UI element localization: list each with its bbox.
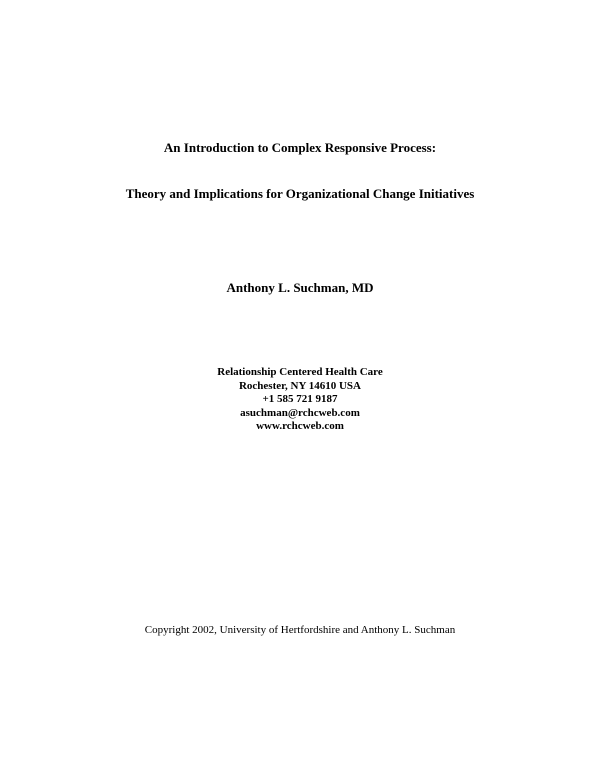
organization-name: Relationship Centered Health Care xyxy=(217,366,383,378)
phone-number: +1 585 721 9187 xyxy=(262,393,338,405)
author-name: Anthony L. Suchman, MD xyxy=(226,280,374,295)
postal-address: Rochester, NY 14610 USA xyxy=(238,379,361,392)
email-address: asuchman@rchcweb.com xyxy=(240,406,360,419)
website-url: www.rchcweb.com xyxy=(256,420,344,432)
title-line-2: Theory and Implications for Organizational Change Initiatives xyxy=(125,186,475,201)
copyright-notice: Copyright 2002, University of Hertfordshire and Anthony L. Suchman xyxy=(144,624,456,636)
title-line-1: An Introduction to Complex Responsive Process: xyxy=(163,140,437,155)
contact-block xyxy=(0,366,600,434)
